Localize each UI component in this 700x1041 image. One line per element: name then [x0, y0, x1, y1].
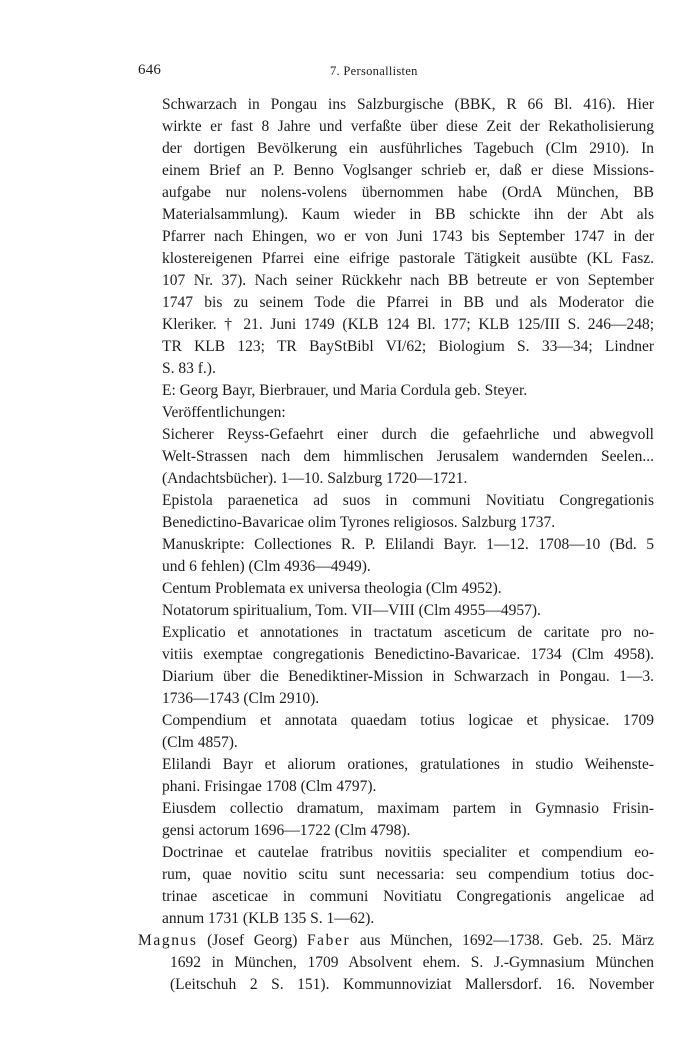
text-line: (Clm 4857). — [162, 734, 238, 751]
entry-heading-line — [138, 930, 654, 952]
text-line: S. 83 f.). — [162, 360, 216, 377]
text-line: 1747 bis zu seinem Tode die Pfarrei in BB und als Moderator die — [162, 294, 654, 311]
entry-text: aus München, 1692—1738. Geb. 25. März — [350, 932, 654, 949]
text-line: 1736—1743 (Clm 2910). — [162, 690, 320, 707]
text-line: Benedictino-Bavaricae olim Tyrones religiosos. Salzburg 1737. — [162, 514, 556, 531]
text-line: Eiusdem collectio dramatum, maximam partem in Gymnasio Frisin- — [162, 800, 654, 817]
text-line: rum, quae novitio scitu sunt necessaria: seu compendium totius doc- — [162, 866, 654, 883]
text-line: Explicatio et annotationes in tractatum asceticum de caritate pro no- — [162, 624, 654, 641]
page-number: 646 — [138, 62, 162, 78]
running-head: 7. Personallisten — [330, 64, 418, 78]
entry-name-first: Magnus — [138, 932, 198, 949]
text-line: der dortigen Bevölkerung ein ausführliches Tagebuch (Clm 2910). In — [162, 140, 654, 157]
text-line: 107 Nr. 37). Nach seiner Rückkehr nach BB betreute er von September — [162, 272, 654, 289]
text-line: (Leitschuh 2 S. 151). Kommunnoviziat Mallersdorf. 16. November — [170, 976, 654, 993]
text-line: vitiis exemptae congregationis Benedictino-Bavaricae. 1734 (Clm 4958). — [162, 646, 654, 663]
text-line: phani. Frisingae 1708 (Clm 4797). — [162, 778, 377, 795]
text-line: Kleriker. † 21. Juni 1749 (KLB 124 Bl. 177; KLB 125/III S. 246—248; — [162, 316, 654, 333]
text-line: Welt-Strassen nach dem himmlischen Jerusalem wandernden Seelen... — [162, 448, 654, 465]
text-line: einem Brief an P. Benno Voglsanger schrieb er, daß er diese Missions- — [162, 162, 654, 179]
text-line: Centum Problemata ex universa theologia (Clm 4952). — [162, 580, 502, 597]
text-line: annum 1731 (KLB 135 S. 1—62). — [162, 910, 375, 927]
text-line: (Andachtsbücher). 1—10. Salzburg 1720—1721. — [162, 470, 468, 487]
text-line: 1692 in München, 1709 Absolvent ehem. S. J.-Gymnasium München — [170, 954, 654, 971]
text-line: Manuskripte: Collectiones R. P. Elilandi Bayr. 1—12. 1708—10 (Bd. 5 — [162, 536, 654, 553]
text-line: wirkte er fast 8 Jahre und verfaßte über diese Zeit der Rekatholisierung — [162, 118, 654, 135]
text-line: trinae asceticae in communi Novitiatu Congregationis angelicae ad — [162, 888, 654, 905]
text-line: Epistola paraenetica ad suos in communi Novitiatu Congregationis — [162, 492, 654, 509]
text-line: Doctrinae et cautelae fratribus novitiis specialiter et compendium eo- — [162, 844, 654, 861]
text-line: Diarium über die Benediktiner-Mission in Schwarzach in Pongau. 1—3. — [162, 668, 654, 685]
text-line: Materialsammlung). Kaum wieder in BB schickte ihn der Abt als — [162, 206, 654, 223]
text-line: Elilandi Bayr et aliorum orationes, gratulationes in studio Weihenste- — [162, 756, 654, 773]
entry-name-surname: Faber — [306, 932, 351, 949]
text-line: Sicherer Reyss-Gefaehrt einer durch die gefaehrliche und abwegvoll — [162, 426, 654, 443]
text-line: Compendium et annotata quaedam totius logicae et physicae. 1709 — [162, 712, 654, 729]
text-line: aufgabe nur nolens-volens übernommen habe (OrdA München, BB — [162, 184, 654, 201]
text-line: Schwarzach in Pongau ins Salzburgische (BBK, R 66 Bl. 416). Hier — [162, 96, 654, 113]
text-line: und 6 fehlen) (Clm 4936—4949). — [162, 558, 371, 575]
text-line: Pfarrer nach Ehingen, wo er von Juni 1743 bis September 1747 in der — [162, 228, 654, 245]
text-line: gensi actorum 1696—1722 (Clm 4798). — [162, 822, 411, 839]
body-text — [138, 94, 654, 996]
text-line: Notatorum spiritualium, Tom. VII—VIII (Clm 4955—4957). — [162, 602, 541, 619]
text-line: E: Georg Bayr, Bierbrauer, und Maria Cordula geb. Steyer. — [162, 382, 528, 399]
entry-name-middle: (Josef Georg) — [197, 932, 307, 949]
text-line: Veröffentlichungen: — [162, 404, 286, 421]
text-line: TR KLB 123; TR BayStBibl VI/62; Biologium S. 33—34; Lindner — [162, 338, 654, 355]
text-line: klostereigenen Pfarrei eine eifrige pastorale Tätigkeit ausübte (KL Fasz. — [162, 250, 654, 267]
